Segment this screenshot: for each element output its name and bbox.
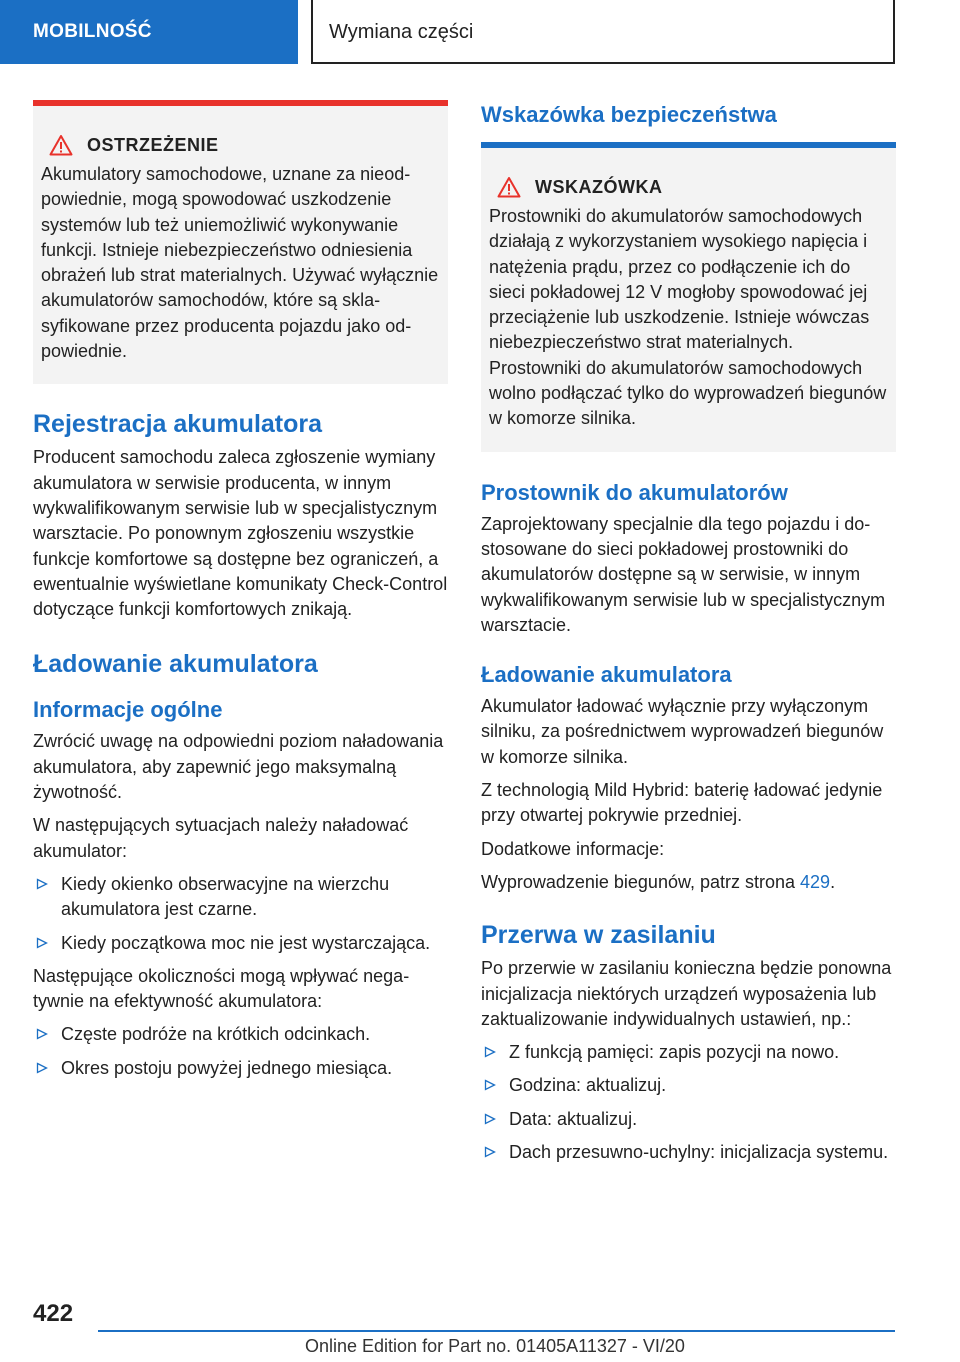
list-item: [33, 931, 448, 956]
list-item: [481, 1040, 896, 1065]
edition-text: Online Edition for Part no. 01405A11327 - VI/20: [305, 1336, 685, 1356]
p4-suffix: .: [830, 871, 836, 892]
triangle-right-icon: [484, 1146, 496, 1158]
warning-title-row: [49, 134, 440, 156]
list-item-text: Kiedy okienko obserwacyjne na wierzchu akumulatora jest czarne.: [61, 873, 390, 920]
note-box: [481, 142, 896, 452]
warning-triangle-icon: [49, 134, 73, 156]
registration-text: Producent samochodu zaleca zgłoszenie wymiany akumulatora w serwisie producenta, w innym wykwalifikowanym serwisie lub w specjalistycznym warsztacie. Po ponownym zgłoszeniu wszystkie funkcje komfortowe są dostępne bez ograniczeń, a ewentualnie wyświetlane komunikaty Check-Control dotyczące funkcji komfortowych znikają.: [33, 447, 448, 620]
right-charging-p3: Dodatkowe informacje:: [481, 838, 665, 859]
right-charging-heading: Ładowanie akumulatora: [481, 662, 732, 688]
list-item-text: Okres postoju powyżej jednego miesiąca.: [61, 1057, 393, 1078]
list-item-text: Z funkcją pamięci: zapis pozycji na nowo.: [509, 1042, 840, 1063]
triangle-right-icon: [36, 937, 48, 949]
general-info-p1: Zwrócić uwagę na odpowiedni poziom naładowania akumulatora, aby zapewnić jego maksymalną żywotność.: [33, 731, 444, 803]
page-link[interactable]: 429: [800, 871, 831, 892]
page-number: 422: [33, 1300, 74, 1327]
power-outage-heading: Przerwa w zasilaniu: [481, 921, 716, 950]
general-info-p2: W następujących sytuacjach należy naładować akumulator:: [33, 815, 409, 861]
warning-triangle-icon: [497, 176, 521, 198]
section-tab: MOBILNOŚĆ: [0, 0, 298, 64]
triangle-right-icon: [36, 878, 48, 890]
registration-heading: Rejestracja akumulatora: [33, 410, 323, 439]
power-outage-list: [481, 1040, 896, 1165]
list-item-text: Częste podróże na krótkich odcinkach.: [61, 1024, 371, 1045]
list-item-text: Dach przesuwno-uchylny: inicjalizacja systemu.: [509, 1142, 889, 1163]
list-item: [33, 872, 448, 923]
note-title: WSKAZÓWKA: [535, 176, 663, 197]
warning-title: OSTRZEŻENIE: [87, 134, 219, 155]
warning-text: Akumulatory samochodowe, uznane za nieodpowiednie, mogą spowodować uszkodzenie systemów lub też uniemożliwić wykonywanie funkcji. Istnieje niebezpieczeństwo odniesienia obrażeń lub strat materialnych. Używać wyłącznie akumulatorów samochodów, które są sklasyfikowane przez producenta pojazdu jako odpowiednie.: [41, 164, 439, 362]
left-column: [33, 100, 448, 1089]
efficiency-factors-list: [33, 1022, 448, 1081]
charging-conditions-list: [33, 872, 448, 956]
general-info-p3: Następujące okoliczności mogą wpływać negatywnie na efektywność akumulatora:: [33, 965, 410, 1012]
chapter-title: Wymiana części: [311, 0, 895, 64]
footer-divider: [98, 1330, 895, 1332]
list-item: [481, 1140, 896, 1165]
list-item-text: Data: aktualizuj.: [509, 1108, 638, 1129]
warning-box: [33, 100, 448, 384]
right-charging-p1: Akumulator ładować wyłącznie przy wyłączonym silniku, za pośrednictwem wyprowadzeń biegunów w komorze silnika.: [481, 696, 884, 767]
triangle-right-icon: [36, 1028, 48, 1040]
charger-heading: Prostownik do akumulatorów: [481, 479, 788, 505]
triangle-right-icon: [36, 1062, 48, 1074]
general-info-heading: Informacje ogólne: [33, 697, 223, 723]
list-item-text: Kiedy początkowa moc nie jest wystarczająca.: [61, 932, 431, 953]
list-item-text: Godzina: aktualizuj.: [509, 1075, 667, 1096]
list-item: [481, 1107, 896, 1132]
list-item: [33, 1056, 448, 1081]
power-outage-text: Po przerwie w zasilaniu konieczna będzie ponowna inicjalizacja niektórych urządzeń wyposażenia lub zaktualizowanie indywidualnych ustawień, np.:: [481, 958, 892, 1029]
charger-text: Zaprojektowany specjalnie dla tego pojazdu i dostosowane do sieci pokładowej prostowniki do akumulatorów dostępne są w serwisie, w innym wykwalifikowanym serwisie lub w specjalistycznym warsztacie.: [481, 513, 886, 635]
triangle-right-icon: [484, 1079, 496, 1091]
right-charging-p2: Z technologią Mild Hybrid: baterię ładować jedynie przy otwartej pokrywie przedniej.: [481, 780, 883, 826]
p4-prefix: Wyprowadzenie biegunów, patrz strona: [481, 871, 801, 892]
right-charging-p4: [481, 870, 896, 895]
note-title-row: [497, 176, 888, 198]
charging-heading: Ładowanie akumulatora: [33, 650, 318, 679]
triangle-right-icon: [484, 1113, 496, 1125]
list-item: [481, 1073, 896, 1098]
triangle-right-icon: [484, 1046, 496, 1058]
note-text: Prostowniki do akumulatorów samochodowych działają z wykorzystaniem wysokiego napięcia i natężenia prądu, przez co podłączenie ich do sieci pokładowej 12 V mogłoby spowodować jej przeciążenie lub uszkodzenie. Istnieje wówczas niebezpieczeństwo strat materialnych. Prostowniki do akumulatorów samochodowych wolno podłączać tylko do wyprowadzeń biegunów w komorze silnika.: [489, 206, 887, 429]
right-column: [481, 100, 896, 1173]
safety-heading: Wskazówka bezpieczeństwa: [481, 102, 777, 127]
list-item: [33, 1022, 448, 1047]
